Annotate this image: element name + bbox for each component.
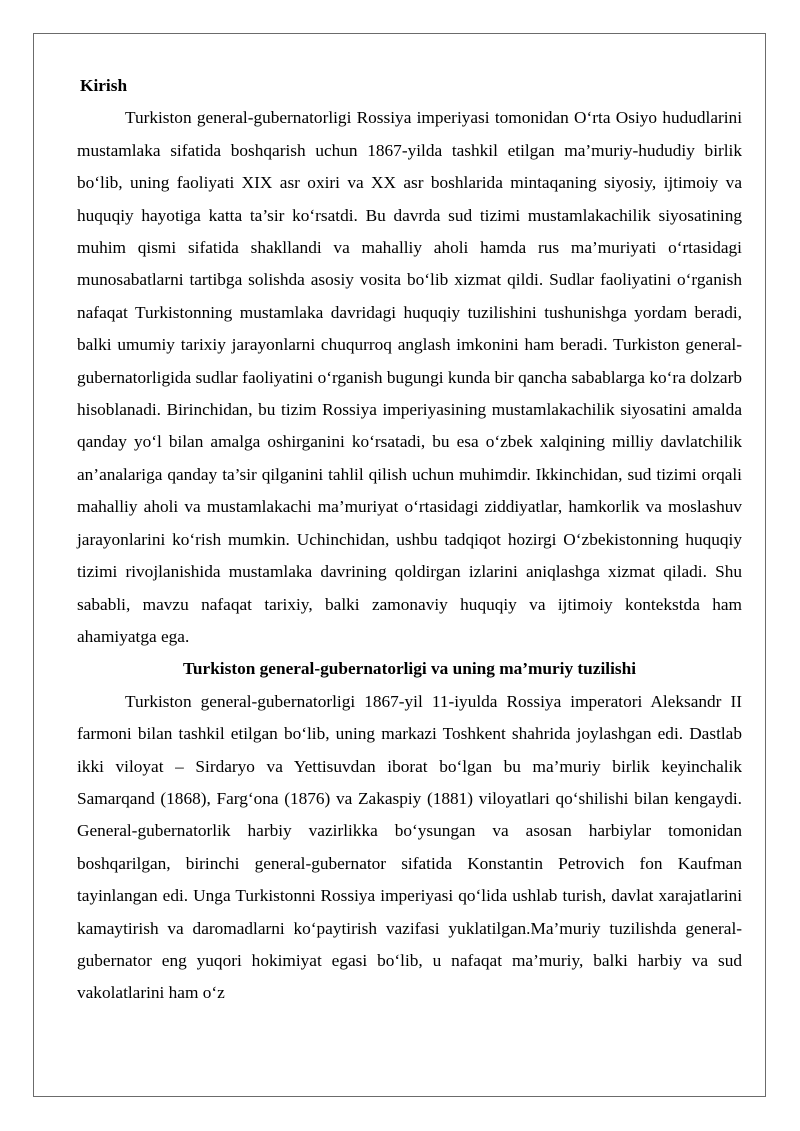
intro-paragraph: Turkiston general-gubernatorligi Rossiya imperiyasi tomonidan O‘rta Osiyo hududlarini mustamlaka sifatida boshqarish uchun 1867-yilda tashkil etilgan ma’muriy-hududiy birlik bo‘lib, uning faoliyati XIX asr oxiri va XX asr boshlarida mintaqaning siyosiy, ijtimoiy va huquqiy hayotiga katta ta’sir ko‘rsatdi. Bu davrda sud tizimi mustamlakachilik siyosatining muhim qismi sifatida shakllandi va mahalliy aholi hamda rus ma’muriyati o‘rtasidagi munosabatlarni tartibga solishda asosiy vosita bo‘lib xizmat qildi. Sudlar faoliyatini o‘rganish nafaqat Turkistonning mustamlaka davridagi huquqiy tuzilishini tushunishga yordam beradi, balki umumiy tarixiy jarayonlarni chuqurroq anglash imkonini ham beradi. Turkiston general-gubernatorligida sudlar faoliyatini o‘rganish bugungi kunda bir qancha sabablarga ko‘ra dolzarb hisoblanadi. Birinchidan, bu tizim Rossiya imperiyasining mustamlakachilik siyosatini amalda qanday yo‘l bilan amalga oshirganini ko‘rsatadi, bu esa o‘zbek xalqining milliy davlatchilik an’analariga qanday ta’sir qilganini tahlil qilish uchun muhimdir. Ikkinchidan, sud tizimi orqali mahalliy aholi va mustamlakachi ma’muriyat o‘rtasidagi ziddiyatlar, hamkorlik va moslashuv jarayonlarini ko‘rish mumkin. Uchinchidan, ushbu tadqiqot hozirgi O‘zbekistonning huquqiy tizimi rivojlanishida mustamlaka davrining qoldirgan izlarini aniqlashga xizmat qiladi. Shu sababli, mavzu nafaqat tarixiy, balki zamonaviy huquqiy va ijtimoiy kontekstda ham ahamiyatga ega. — [77, 108, 742, 646]
document-body — [77, 70, 742, 1010]
intro-heading: Kirish — [80, 76, 128, 95]
section-heading: Turkiston general-gubernatorligi va uning ma’muriy tuzilishi — [182, 659, 637, 679]
section-paragraph: Turkiston general-gubernatorligi 1867-yil 11-iyulda Rossiya imperatori Aleksandr II farmoni bilan tashkil etilgan bo‘lib, uning markazi Toshkent shahrida joylashgan edi. Dastlab ikki viloyat – Sirdaryo va Yettisuvdan iborat bo‘lgan bu ma’muriy birlik keyinchalik Samarqand (1868), Farg‘ona (1876) va Zakaspiy (1881) viloyatlari qo‘shilishi bilan kengaydi. General-gubernatorlik harbiy vazirlikka bo‘ysungan va asosan harbiylar tomonidan boshqarilgan, birinchi general-gubernator sifatida Konstantin Petrovich fon Kaufman tayinlangan edi. Unga Turkistonni Rossiya imperiyasi qo‘lida ushlab turish, davlat xarajatlarini kamaytirish va daromadlarni ko‘paytirish vazifasi yuklatilgan.Ma’muriy tuzilishda general-gubernator eng yuqori hokimiyat egasi bo‘lib, u nafaqat ma’muriy, balki harbiy va sud vakolatlarini ham o‘z — [77, 691, 742, 1003]
